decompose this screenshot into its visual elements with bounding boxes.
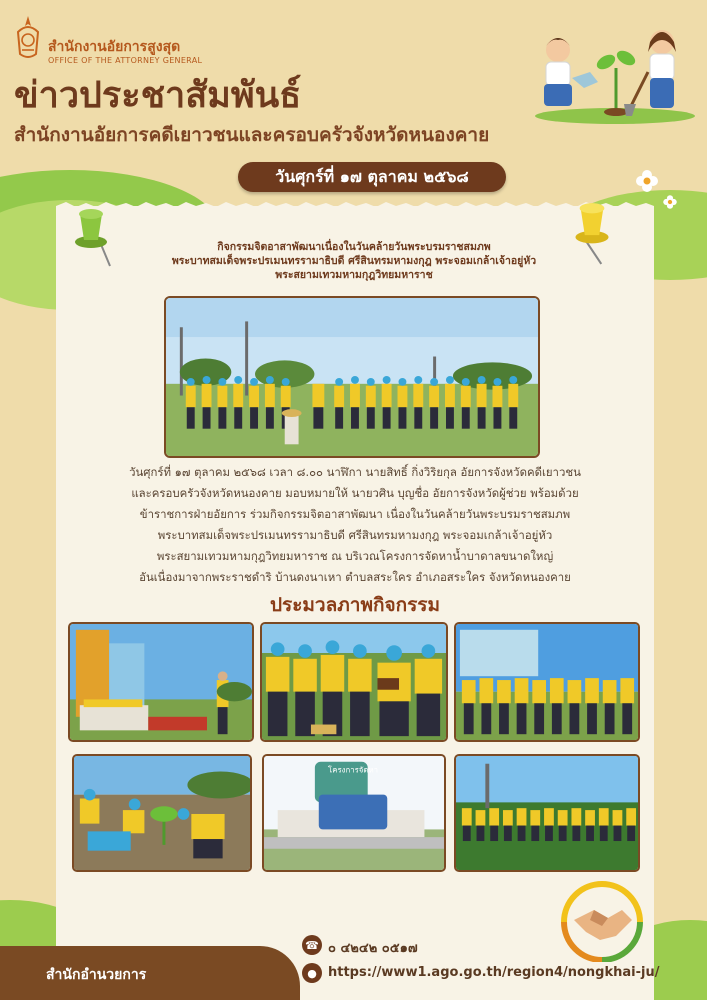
gallery-photo-tree-planting <box>72 754 252 872</box>
activity-title-line: พระบาทสมเด็จพระปรเมนทรรามาธิบดี ศรีสินทรมหามงกุฎ พระจอมเกล้าเจ้าอยู่หัว <box>171 255 537 267</box>
footer-division: สำนักอำนวยการ <box>46 967 147 983</box>
org-name-english: OFFICE OF THE ATTORNEY GENERAL <box>48 56 203 65</box>
article-body <box>64 462 646 588</box>
gallery-photo-group-field <box>454 754 640 872</box>
article-body-line: พระสยามเทวมหามกุฎวิทยมหาราช ณ บริเวณโครงการจัดหาน้ำบาดาลขนาดใหญ่ <box>156 549 554 563</box>
logo-emblem-icon <box>12 14 44 62</box>
kids-planting-illustration <box>520 12 700 124</box>
gallery-photo-project-sign <box>262 754 446 872</box>
globe-icon: ● <box>302 963 322 983</box>
gallery-title: ประมวลภาพกิจกรรม <box>269 594 441 616</box>
activity-title <box>140 240 568 282</box>
footer-band <box>0 946 300 1000</box>
activity-title-line: พระสยามเทวมหามกุฎวิทยมหาราช <box>275 269 433 281</box>
article-body-line: และครอบครัวจังหวัดหนองคาย มอบหมายให้ นายวศิน บุญชื่อ อัยการจังหวัดผู้ช่วย พร้อมด้วย <box>131 486 579 500</box>
org-name-thai: สำนักงานอัยการสูงสุด <box>48 39 181 55</box>
page-title: ข่าวประชาสัมพันธ์ <box>14 75 302 116</box>
gallery-photo-group-banner <box>454 622 640 742</box>
phone-icon: ☎ <box>302 935 322 955</box>
gallery-photo-ceremony-reading <box>260 622 448 742</box>
project-sign-text: โครงการจัดหา <box>328 765 378 775</box>
article-body-line: อันเนื่องมาจากพระราชดำริ บ้านดงนาเหา ตำบลสระใคร อำเภอสระใคร จังหวัดหนองคาย <box>139 570 571 584</box>
main-photo-group-assembly <box>164 296 540 458</box>
pushpin-icon-left <box>66 206 116 270</box>
article-body-line: วันศุกร์ที่ ๑๗ ตุลาคม ๒๕๖๘ เวลา ๘.๐๐ นาฬิกา นายสิทธิ์ กิ่งวิริยกุล อัยการจังหวัดคดีเยาวชน <box>129 465 581 479</box>
website-link[interactable]: https://www1.ago.go.th/region4/nongkhai-ju/ <box>328 965 660 980</box>
pushpin-icon-right <box>566 200 618 266</box>
page-subtitle: สำนักงานอัยการคดีเยาวชนและครอบครัวจังหวัดหนองคาย <box>14 124 490 146</box>
handshake-icon <box>556 880 648 962</box>
contact-phone: ๐ ๔๒๔๒ ๐๕๑๗ <box>328 941 418 956</box>
gallery-photo-altar <box>68 622 254 742</box>
article-body-line: พระบาทสมเด็จพระปรเมนทรรามาธิบดี ศรีสินทรมหามงกุฎ พระจอมเกล้าเจ้าอยู่หัว <box>157 528 553 542</box>
activity-title-line: กิจกรรมจิตอาสาพัฒนาเนื่องในวันคล้ายวันพระบรมราชสมภพ <box>217 241 491 253</box>
article-body-line: ข้าราชการฝ่ายอัยการ ร่วมกิจกรรมจิตอาสาพัฒนา เนื่องในวันคล้ายวันพระบรมราชสมภพ <box>139 507 571 521</box>
flower-icon <box>634 168 660 194</box>
paper-torn-edge <box>56 200 654 210</box>
date-badge: วันศุกร์ที่ ๑๗ ตุลาคม ๒๕๖๘ <box>238 162 506 192</box>
flower-icon-small <box>662 194 678 210</box>
